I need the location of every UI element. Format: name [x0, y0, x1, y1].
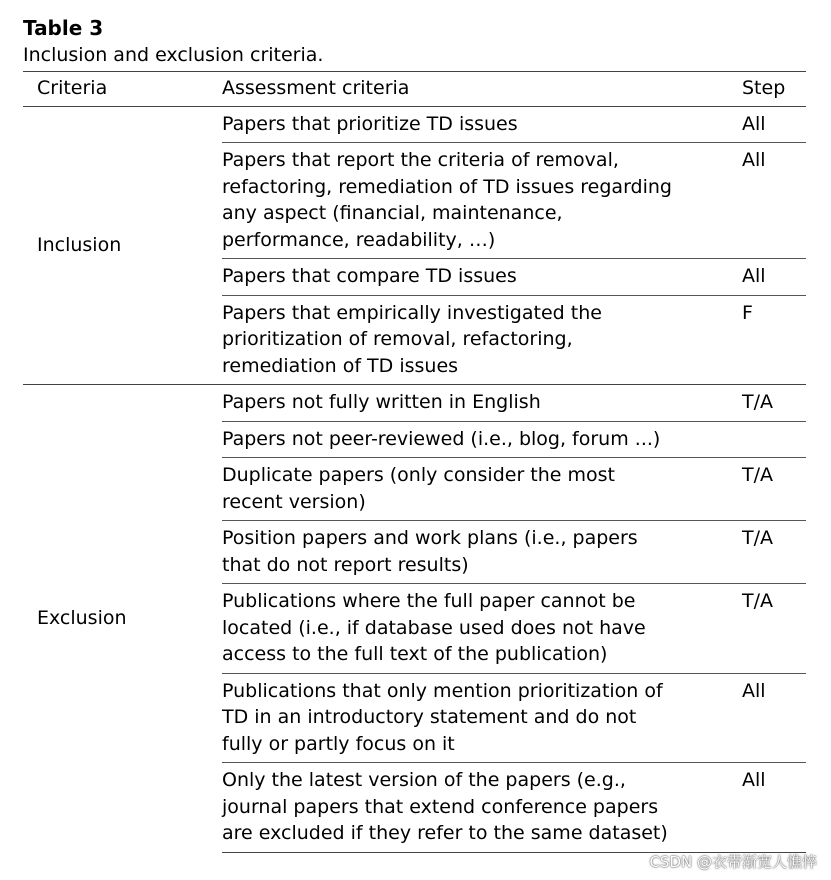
criteria-table [23, 71, 806, 853]
group-label-exclusion: Exclusion [23, 385, 222, 853]
assessment-cell: Papers not peer-reviewed (i.e., blog, forum ...) [222, 421, 742, 458]
header-criteria: Criteria [23, 72, 222, 107]
group-label-inclusion: Inclusion [37, 233, 122, 256]
step-cell: All [742, 763, 806, 853]
step-cell: T/A [742, 584, 806, 674]
assessment-cell: Papers that report the criteria of removal, refactoring, remediation of TD issues regarding any aspect (financial, maintenance, performance, readability, …) [222, 143, 742, 259]
assessment-cell: Papers that compare TD issues [222, 259, 742, 296]
table-row [23, 106, 806, 143]
assessment-cell: Duplicate papers (only consider the most recent version) [222, 458, 742, 521]
assessment-cell: Papers not fully written in English [222, 385, 742, 422]
header-assessment-criteria: Assessment criteria [222, 72, 742, 107]
header-step: Step [742, 72, 806, 107]
assessment-cell: Papers that prioritize TD issues [222, 112, 518, 135]
step-cell: All [742, 143, 806, 259]
assessment-cell: Publications that only mention prioritization of TD in an introductory statement and do not fully or partly focus on it [222, 673, 742, 763]
table-caption: Inclusion and exclusion criteria. [23, 44, 324, 66]
step-cell [742, 421, 806, 458]
watermark: CSDN @衣带渐宽人憔悴 [649, 853, 817, 871]
step-cell: F [742, 295, 806, 385]
step-cell: All [742, 112, 766, 135]
table-header-row [23, 72, 806, 107]
step-cell: T/A [742, 458, 806, 521]
assessment-cell: Papers that empirically investigated the prioritization of removal, refactoring, remediation of TD issues [222, 295, 742, 385]
assessment-cell: Publications where the full paper cannot be located (i.e., if database used does not have access to the full text of the publication) [222, 584, 742, 674]
step-cell: T/A [742, 521, 806, 584]
step-cell: All [742, 259, 806, 296]
table-row [23, 385, 806, 422]
assessment-cell: Only the latest version of the papers (e.g., journal papers that extend conference papers are excluded if they refer to the same dataset) [222, 763, 742, 853]
step-cell: T/A [742, 385, 806, 422]
step-cell: All [742, 673, 806, 763]
assessment-cell: Position papers and work plans (i.e., papers that do not report results) [222, 521, 742, 584]
table-title: Table 3 [23, 16, 104, 40]
